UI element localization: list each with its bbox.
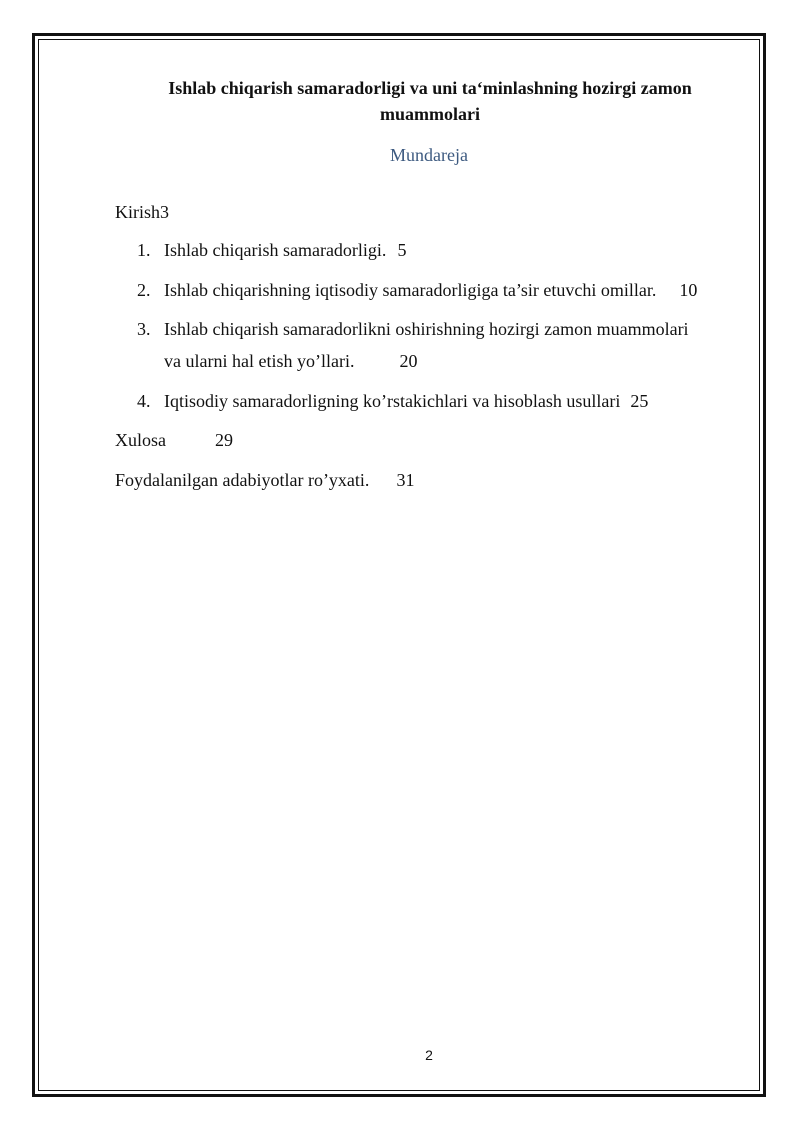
toc-entry-references[interactable] bbox=[115, 468, 414, 492]
toc-entry-page: 29 bbox=[215, 430, 233, 450]
toc-item-1[interactable] bbox=[164, 238, 406, 262]
document-title: Ishlab chiqarish samaradorligi va uni ta‘minlashning hozirgi zamon muammolari bbox=[168, 78, 692, 124]
toc-heading: Mundareja bbox=[390, 145, 468, 165]
toc-entry-intro[interactable] bbox=[115, 200, 169, 224]
toc-item-4[interactable] bbox=[164, 389, 648, 413]
toc-item-number: 4. bbox=[137, 391, 151, 411]
toc-entry-label: va ularni hal etish yo’llari. bbox=[164, 351, 355, 371]
toc-entry-page: 5 bbox=[397, 240, 407, 260]
toc-entry-conclusion[interactable] bbox=[115, 428, 233, 452]
toc-item-number: 2. bbox=[137, 280, 151, 300]
toc-item-3-line1[interactable]: Ishlab chiqarish samaradorlikni oshirishning hozirgi zamon muammolari bbox=[164, 319, 689, 339]
toc-entry-label: Xulosa bbox=[115, 430, 166, 450]
toc-item-number: 1. bbox=[137, 240, 151, 260]
toc-entry-page: 3 bbox=[160, 202, 169, 222]
toc-entry-page: 20 bbox=[399, 351, 418, 371]
toc-entry-label: Iqtisodiy samaradorligning ko’rstakichlari va hisoblash usullari bbox=[164, 391, 621, 411]
page-number: 2 bbox=[425, 1047, 433, 1063]
toc-entry-page: 25 bbox=[630, 391, 649, 411]
toc-entry-label: Ishlab chiqarishning iqtisodiy samaradorligiga ta’sir etuvchi omillar. bbox=[164, 280, 657, 300]
toc-entry-label: Ishlab chiqarish samaradorligi. bbox=[164, 240, 387, 260]
toc-entry-label: Foydalanilgan adabiyotlar ro’yxati. bbox=[115, 470, 370, 490]
toc-item-3-line2[interactable] bbox=[164, 349, 417, 373]
toc-entry-page: 31 bbox=[396, 470, 415, 490]
toc-item-2[interactable] bbox=[164, 278, 697, 302]
toc-entry-label: Kirish bbox=[115, 202, 160, 222]
toc-item-number: 3. bbox=[137, 319, 151, 339]
toc-entry-page: 10 bbox=[679, 280, 698, 300]
page-border-inner bbox=[38, 39, 760, 1091]
